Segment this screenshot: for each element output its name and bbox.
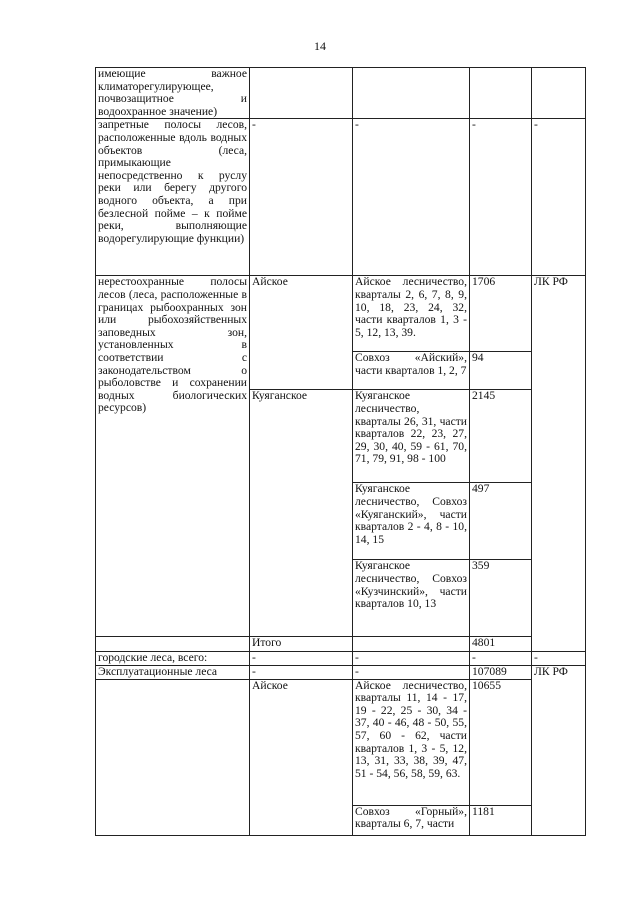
area-cell: 107089 <box>470 665 532 679</box>
document-cell: ЛК РФ <box>532 665 586 835</box>
quarters-cell: Куяганское лесничество, Совхоз «Куяганский», части кварталов 2 - 4, 8 - 10, 14, 15 <box>353 483 470 560</box>
quarters-cell <box>353 68 470 119</box>
table-row <box>96 637 586 652</box>
quarters-cell: Айское лесничество, кварталы 11, 14 - 17, 19 - 22, 25 - 30, 34 - 37, 40 - 46, 48 - 50, 55, 57, 60 - 62, части кварталов 1, 3 - 5, 12, 13, 31, 33, 38, 39, 47, 51 - 54, 56, 58, 59, 63. <box>353 679 470 805</box>
table-row <box>96 276 586 352</box>
area-cell: 2145 <box>470 390 532 483</box>
area-cell: 497 <box>470 483 532 560</box>
area-cell: 1706 <box>470 276 532 352</box>
table-row <box>96 665 586 679</box>
category-cell: нерестоохранные полосы лесов (леса, расположенные в границах рыбоохранных зон или рыбохозяйственных заповедных зон, установленных в соответствии с законодательством о рыболовстве и сохранении водных биологических ресурсов) <box>96 276 250 637</box>
document-cell: - <box>532 119 586 276</box>
quarters-cell: - <box>353 652 470 666</box>
category-cell: имеющие важное климаторегулирующее, почвозащитное и водоохранное значение) <box>96 68 250 119</box>
table-row <box>96 68 586 119</box>
document-cell: ЛК РФ <box>532 276 586 652</box>
area-cell: 94 <box>470 352 532 390</box>
area-cell: - <box>470 652 532 666</box>
forestry-cell: - <box>250 652 353 666</box>
quarters-cell: Совхоз «Айский», части кварталов 1, 2, 7 <box>353 352 470 390</box>
forestry-cell: Куяганское <box>250 390 353 637</box>
quarters-cell: - <box>353 119 470 276</box>
document-cell: - <box>532 652 586 666</box>
table-row <box>96 652 586 666</box>
category-cell: запретные полосы лесов, расположенные вдоль водных объектов (леса, примыкающие непосредственно к руслу реки или берегу другого водного объекта, а при безлесной пойме – к пойме реки, выполняющие водорегулирующие функции) <box>96 119 250 276</box>
quarters-cell: Куяганское лесничество, Совхоз «Кузчинский», части кварталов 10, 13 <box>353 560 470 637</box>
area-cell <box>470 68 532 119</box>
quarters-cell: - <box>353 665 470 679</box>
quarters-cell <box>353 637 470 652</box>
quarters-cell: Совхоз «Горный», кварталы 6, 7, части <box>353 805 470 835</box>
forestry-cell: - <box>250 119 353 276</box>
table-row <box>96 679 586 805</box>
area-cell: - <box>470 119 532 276</box>
category-cell: Эксплуатационные леса <box>96 665 250 679</box>
document-cell <box>532 68 586 119</box>
quarters-cell: Куяганское лесничество, кварталы 26, 31, части кварталов 22, 23, 27, 29, 30, 40, 59 - 61, 70, 71, 79, 91, 98 - 100 <box>353 390 470 483</box>
page-number: 14 <box>314 39 326 53</box>
forestry-cell: Айское <box>250 679 353 835</box>
area-cell: 10655 <box>470 679 532 805</box>
category-cell <box>96 637 250 652</box>
forest-table <box>95 67 586 836</box>
forestry-cell: Айское <box>250 276 353 390</box>
category-cell <box>96 679 250 835</box>
area-cell: 1181 <box>470 805 532 835</box>
area-cell: 359 <box>470 560 532 637</box>
area-cell: 4801 <box>470 637 532 652</box>
forestry-cell: - <box>250 665 353 679</box>
category-cell: городские леса, всего: <box>96 652 250 666</box>
table-row <box>96 119 586 276</box>
forestry-cell <box>250 68 353 119</box>
quarters-cell: Айское лесничество, кварталы 2, 6, 7, 8, 9, 10, 18, 23, 24, 32, части кварталов 1, 3 - 5, 12, 13, 39. <box>353 276 470 352</box>
forestry-cell: Итого <box>250 637 353 652</box>
